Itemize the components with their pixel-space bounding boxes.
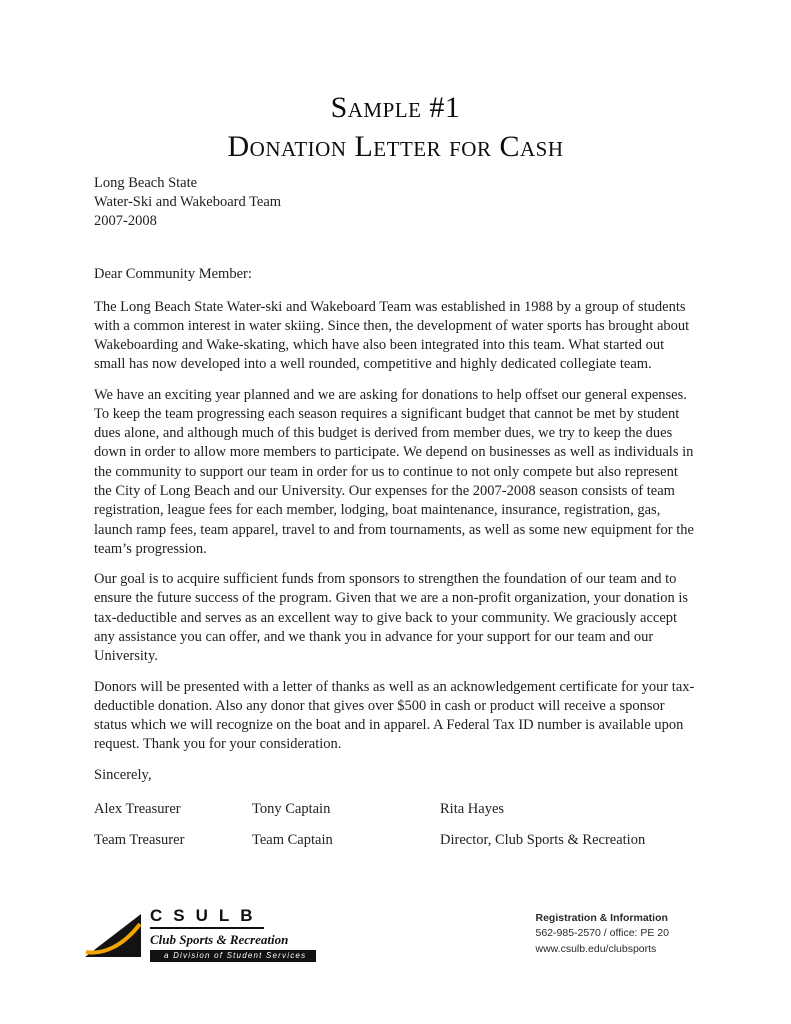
csulb-logo-name: Club Sports & Recreation <box>150 932 289 947</box>
document-title <box>94 88 697 166</box>
sender-season: 2007-2008 <box>94 213 157 230</box>
signature-title-1: Team Treasurer <box>94 831 185 848</box>
sender-team: Water-Ski and Wakeboard Team <box>94 194 282 211</box>
signature-name-2: Tony Captain <box>252 800 331 817</box>
page-footer <box>85 906 697 962</box>
signature-name-3: Rita Hayes <box>440 800 505 817</box>
signature-name-1: Alex Treasurer <box>94 800 181 817</box>
csulb-logo-text <box>150 906 316 962</box>
csulb-logo-mark-icon <box>85 910 143 958</box>
footer-contact-block <box>536 911 698 957</box>
body-paragraph-3: Our goal is to acquire sufficient funds from sponsors to strengthen the foundation of our team and to ensure the future success of the program. Given that we are a non-profit organization, your donation is tax-deductible and serves as an excellent way to give back to your community. We graciously accept any assistance you can offer, and we thank you in advance for your support for our team and our University. <box>94 571 689 665</box>
title-line-2: Donation Letter for Cash <box>227 130 564 163</box>
contact-heading: Registration & Information <box>535 912 668 925</box>
signature-block <box>94 800 697 850</box>
sender-block <box>94 174 697 231</box>
signature-title-2: Team Captain <box>252 831 333 848</box>
sender-organization: Long Beach State <box>94 175 198 191</box>
title-line-1: Sample #1 <box>330 91 461 124</box>
body-paragraph-2: We have an exciting year planned and we are asking for donations to help offset our general expenses. To keep the team progressing each season requires a significant budget that cannot be met by student dues alone, and although much of this budget is derived from member dues, we try to keep the dues down in order to allow more members to participate. We depend on businesses as well as individuals in the community to support our team in order for us to continue to not only compete but also represent the City of Long Beach and our University. Our expenses for the 2007-2008 season consists of team registration, league fees for each member, lodging, boat maintenance, insurance, registration, gas, launch ramp fees, team apparel, travel to and from tournaments, as well as some new equipment for the team’s progression. <box>94 386 694 557</box>
salutation: Dear Community Member: <box>94 266 252 283</box>
csulb-logo-acronym: CSULB <box>150 906 264 929</box>
csulb-logo-tagline: a Division of Student Services <box>150 950 316 962</box>
signature-title-3: Director, Club Sports & Recreation <box>440 831 646 848</box>
contact-website: www.csulb.edu/clubsports <box>535 942 657 955</box>
csulb-logo <box>85 906 316 962</box>
body-paragraph-1: The Long Beach State Water-ski and Wakeboard Team was established in 1988 by a group of students with a common interest in water skiing. Since then, the development of water sports has brought about Wakeboarding and Wake-skating, which have also been integrated into this team. What started out small has now developed into a well rounded, competitive and highly dedicated collegiate team. <box>94 298 690 373</box>
body-paragraph-4: Donors will be presented with a letter of thanks as well as an acknowledgement certificate for your tax-deductible donation. Also any donor that gives over $500 in cash or product will receive a sponsor status which we will recognize on the boat and in apparel. A Federal Tax ID number is available upon request. Thank you for your consideration. <box>94 678 695 753</box>
closing: Sincerely, <box>94 766 152 783</box>
contact-phone-office: 562-985-2570 / office: PE 20 <box>535 927 669 940</box>
